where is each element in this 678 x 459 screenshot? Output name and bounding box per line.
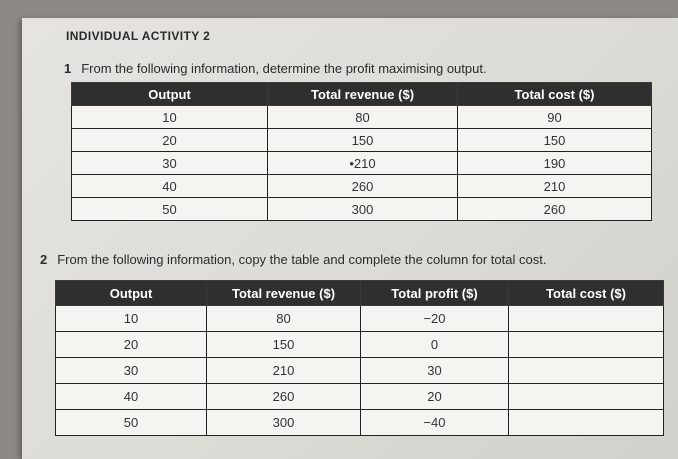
header-output: Output xyxy=(56,281,207,306)
cell-output: 40 xyxy=(72,175,268,198)
cell-total-revenue: 300 xyxy=(268,198,458,221)
cell-output: 30 xyxy=(72,152,268,175)
question-2 xyxy=(40,252,546,267)
cell-total-cost-blank xyxy=(509,358,664,384)
question-1-text: From the following information, determine the profit maximising output. xyxy=(81,61,487,76)
table-header-row xyxy=(56,281,664,306)
cell-total-cost: 90 xyxy=(458,106,652,129)
question-2-text: From the following information, copy the table and complete the column for total cost. xyxy=(57,252,547,267)
header-total-cost: Total cost ($) xyxy=(458,83,652,106)
header-total-cost: Total cost ($) xyxy=(509,281,664,306)
cell-total-revenue: 80 xyxy=(207,306,361,332)
cell-output: 50 xyxy=(56,410,207,436)
header-total-revenue: Total revenue ($) xyxy=(268,83,458,106)
cell-total-revenue: 210 xyxy=(207,358,361,384)
table-row xyxy=(72,129,652,152)
cell-output: 50 xyxy=(72,198,268,221)
cell-total-cost: 210 xyxy=(458,175,652,198)
activity-title: INDIVIDUAL ACTIVITY 2 xyxy=(66,29,211,43)
cell-total-cost: 190 xyxy=(458,152,652,175)
table-row xyxy=(56,306,664,332)
cell-total-cost-blank xyxy=(509,332,664,358)
cell-total-profit: −40 xyxy=(361,410,509,436)
question-1-number: 1 xyxy=(64,61,72,76)
cell-total-profit: −20 xyxy=(361,306,509,332)
table-row xyxy=(72,152,652,175)
table-row xyxy=(56,358,664,384)
cell-total-cost: 260 xyxy=(458,198,652,221)
table-row xyxy=(56,410,664,436)
revenue-cost-table xyxy=(71,82,652,221)
cell-output: 20 xyxy=(72,129,268,152)
table-header-row xyxy=(72,83,652,106)
cell-total-profit: 20 xyxy=(361,384,509,410)
cell-total-cost: 150 xyxy=(458,129,652,152)
table-row xyxy=(72,175,652,198)
cell-output: 10 xyxy=(56,306,207,332)
cell-total-profit: 30 xyxy=(361,358,509,384)
cell-total-cost-blank xyxy=(509,384,664,410)
question-2-number: 2 xyxy=(40,252,48,267)
header-total-profit: Total profit ($) xyxy=(361,281,509,306)
cell-output: 10 xyxy=(72,106,268,129)
header-output: Output xyxy=(72,83,268,106)
cell-output: 40 xyxy=(56,384,207,410)
table-row xyxy=(72,106,652,129)
cell-output: 30 xyxy=(56,358,207,384)
question-1 xyxy=(64,61,487,76)
cell-total-revenue: 150 xyxy=(268,129,458,152)
cell-total-revenue: 80 xyxy=(268,106,458,129)
cell-total-revenue: 260 xyxy=(207,384,361,410)
table-row xyxy=(72,198,652,221)
cell-total-revenue: 260 xyxy=(268,175,458,198)
cell-total-revenue: •210 xyxy=(268,152,458,175)
profit-cost-table xyxy=(55,280,664,436)
cell-total-cost-blank xyxy=(509,306,664,332)
cell-total-cost-blank xyxy=(509,410,664,436)
table-row xyxy=(56,384,664,410)
cell-total-revenue: 150 xyxy=(207,332,361,358)
cell-total-profit: 0 xyxy=(361,332,509,358)
table-row xyxy=(56,332,664,358)
cell-output: 20 xyxy=(56,332,207,358)
header-total-revenue: Total revenue ($) xyxy=(207,281,361,306)
cell-total-revenue: 300 xyxy=(207,410,361,436)
